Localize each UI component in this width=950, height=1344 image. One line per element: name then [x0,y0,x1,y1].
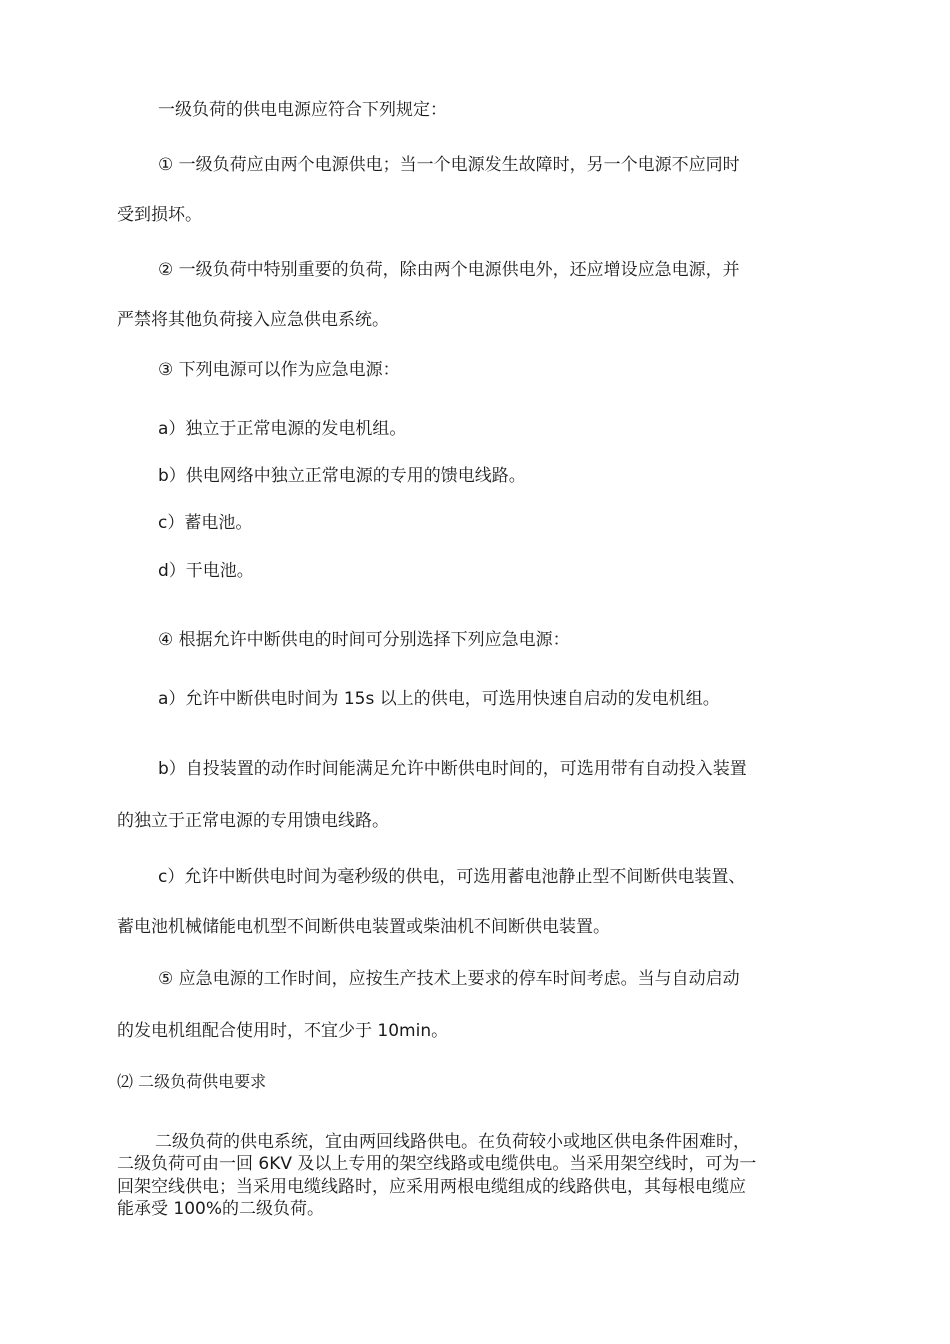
section2-heading: ⑵ 二级负荷供电要求 [117,1072,267,1091]
rule4-title: ④ 根据允许中断供电的时间可分别选择下列应急电源： [158,630,570,650]
rule4-item-b-line1: b）自投装置的动作时间能满足允许中断供电时间的，可选用带有自动投入装置 [158,759,747,779]
intro-text: 一级负荷的供电电源应符合下列规定： [158,100,447,120]
rule5-line1: ⑤ 应急电源的工作时间，应按生产技术上要求的停车时间考虑。当与自动启动 [158,969,740,989]
section2-para-line4: 能承受 100%的二级负荷。 [117,1199,325,1219]
rule1-line1: ① 一级负荷应由两个电源供电；当一个电源发生故障时，另一个电源不应同时 [158,155,740,175]
section2-para-line1: 二级负荷的供电系统，宜由两回线路供电。在负荷较小或地区供电条件困难时， [155,1132,750,1152]
rule3-item-a: a）独立于正常电源的发电机组。 [158,419,407,439]
rule2-line2: 严禁将其他负荷接入应急供电系统。 [117,310,389,330]
rule3-item-d: d）干电池。 [158,561,254,581]
rule3-item-b: b）供电网络中独立正常电源的专用的馈电线路。 [158,466,526,486]
section2-para-line2: 二级负荷可由一回 6KV 及以上专用的架空线路或电缆供电。当采用架空线时，可为一 [117,1154,757,1174]
section2-para-line3: 回架空线供电；当采用电缆线路时，应采用两根电缆组成的线路供电，其每根电缆应 [117,1177,746,1197]
rule4-item-a: a）允许中断供电时间为 15s 以上的供电，可选用快速自启动的发电机组。 [158,689,720,709]
rule3-item-c: c）蓄电池。 [158,513,253,533]
rule2-line1: ② 一级负荷中特别重要的负荷，除由两个电源供电外，还应增设应急电源，并 [158,260,740,280]
rule3-title: ③ 下列电源可以作为应急电源： [158,360,400,380]
rule4-item-c-line2: 蓄电池机械储能电机型不间断供电装置或柴油机不间断供电装置。 [117,917,610,937]
rule1-line2: 受到损坏。 [117,205,202,225]
rule4-item-b-line2: 的独立于正常电源的专用馈电线路。 [117,811,389,831]
rule4-item-c-line1: c）允许中断供电时间为毫秒级的供电，可选用蓄电池静止型不间断供电装置、 [158,867,746,887]
rule5-line2: 的发电机组配合使用时，不宜少于 10min。 [117,1021,449,1041]
